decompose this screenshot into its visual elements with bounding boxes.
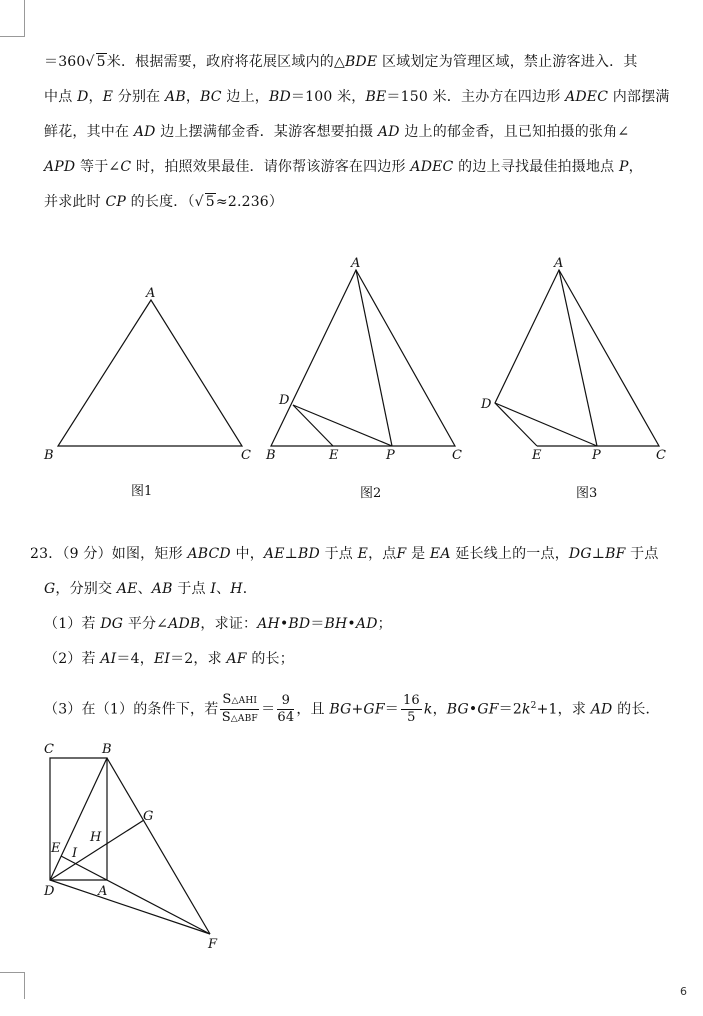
p23-question-2: （2）若 AI＝4，EI＝2，求 AF 的长； <box>44 651 294 667</box>
fig2-caption: 图2 <box>360 486 382 501</box>
p22-line-1: ＝360√ 5米．根据需要，政府将花展区域内的△BDE 区域划定为管理区域，禁止游客进入．其 <box>44 54 638 70</box>
label-g: G <box>143 809 154 824</box>
label-i: I <box>72 846 78 861</box>
fig3-quadrilateral-adec <box>495 270 659 446</box>
segment-df <box>50 880 210 934</box>
p22-line-4: APD 等于∠C 时，拍照效果最佳．请你帮该游客在四边形 ADEC 的边上寻找最佳拍摄地点 P， <box>44 159 643 175</box>
p22-line-3: 鲜花，其中在 AD 边上摆满郁金香．某游客想要拍摄 AD 边上的郁金香，且已知拍摄的张角∠ <box>44 124 630 140</box>
p23-figure <box>30 738 290 958</box>
figure-1 <box>43 286 251 463</box>
fraction-16-5: $\frac{16}{5}$ <box>402 693 420 726</box>
fig3-segment-dp <box>495 403 597 446</box>
fig1-triangle-abc <box>58 300 242 446</box>
fig1-label-b: B <box>44 448 54 463</box>
p22-line-5: 并求此时 CP 的长度．（√ 5≈2.236） <box>44 194 284 210</box>
fig3-label-p: P <box>592 448 601 463</box>
fig3-label-a: A <box>554 256 564 271</box>
p23-line-1: 23．（9 分）如图，矩形 ABCD 中，AE⊥BD 于点 E，点F 是 EA 延长线上的一点，DG⊥BF 于点 <box>30 546 659 562</box>
label-a: A <box>98 884 108 899</box>
p23-question-1: （1）若 DG 平分∠ADB，求证：AH•BD＝BH•AD； <box>44 616 392 632</box>
fig2-label-b: B <box>266 448 276 463</box>
label-h: H <box>90 830 102 845</box>
fig3-caption: 图3 <box>576 486 598 501</box>
fig2-segment-de <box>293 405 333 446</box>
label-b: B <box>102 742 112 757</box>
p23-question-3: （3）在（1）的条件下，若 $\frac{\text{S△AHI}}{\text{S△ABF}}$ ＝ $\frac{9}{64}$ ，且 BG+GF＝ $\frac{16}{5}$ k，$BG•GF=2k^2+1$，求 AD 的长． <box>44 692 660 726</box>
fig2-label-d: D <box>279 393 290 408</box>
figure-3 <box>480 256 666 463</box>
fig2-label-e: E <box>329 448 339 463</box>
p22-figures <box>0 245 703 525</box>
page-number: 6 <box>680 985 687 998</box>
fig2-triangle-abc <box>271 270 455 446</box>
fig2-label-p: P <box>386 448 395 463</box>
fig3-label-c: C <box>656 448 666 463</box>
label-e: E <box>51 841 61 856</box>
p22-line-2: 中点 D，E 分别在 AB，BC 边上，BD＝100 米，BE＝150 米．主办方在四边形 ADEC 内部摆满 <box>44 89 670 105</box>
figure-2 <box>265 256 462 463</box>
fig3-label-e: E <box>532 448 542 463</box>
fig3-segment-ap <box>559 270 597 446</box>
crop-mark-bottom-left <box>0 972 25 999</box>
p23-line-2: G，分别交 AE、AB 于点 I、H． <box>44 581 257 597</box>
fig2-segment-ap <box>356 270 392 446</box>
fig2-segment-dp <box>293 405 392 446</box>
label-c: C <box>44 742 54 757</box>
fig2-label-c: C <box>452 448 462 463</box>
fig2-label-a: A <box>351 256 361 271</box>
fig1-caption: 图1 <box>131 484 153 499</box>
area-ratio-fraction: $\frac{\text{S△AHI}}{\text{S△ABF}}$ <box>221 692 258 726</box>
crop-mark-top-left <box>0 0 25 37</box>
fig1-label-a: A <box>146 286 156 301</box>
label-f: F <box>208 937 218 952</box>
fig1-label-c: C <box>241 448 251 463</box>
label-d: D <box>44 884 55 899</box>
fraction-9-64: $\frac{9}{64}$ <box>277 693 295 726</box>
fig3-label-d: D <box>481 397 492 412</box>
